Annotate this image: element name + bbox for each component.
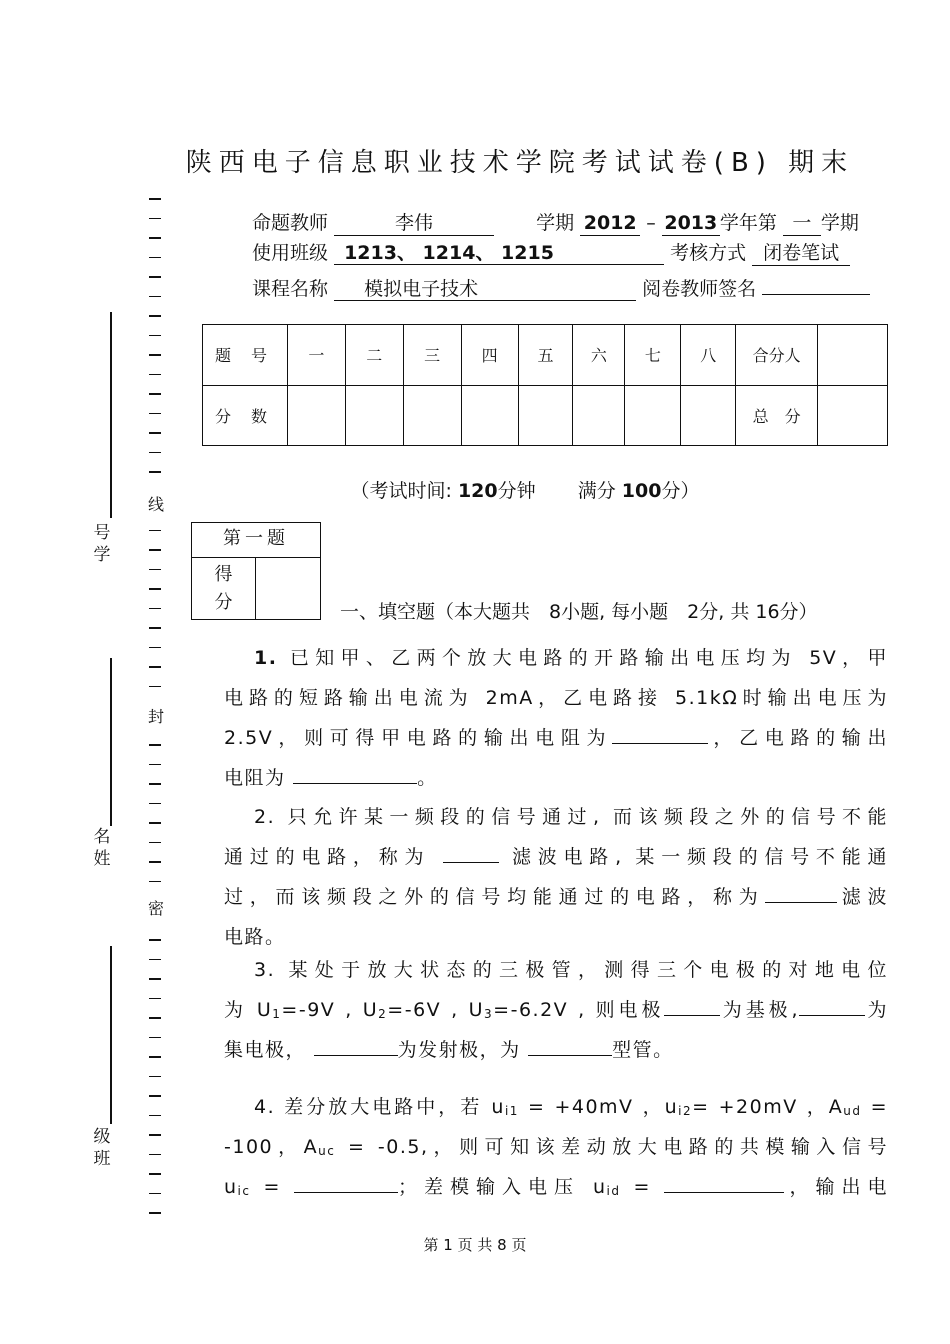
margin-dash <box>149 978 161 980</box>
q2-text-2b: 滤波电路, 某一频段的信号不能通 <box>511 846 888 868</box>
q1-line-2: 电路的短路输出电流为 2mA，乙电路接 5.1kΩ时输出电压为 <box>224 687 888 709</box>
teacher-value: 李伟 <box>334 211 494 236</box>
q3-sub-3: 3 <box>484 1007 494 1021</box>
q2-line-3 <box>224 877 888 917</box>
total-score-label: 总 分 <box>736 385 818 446</box>
margin-dash <box>149 530 161 532</box>
term-label: 学期 <box>536 212 575 234</box>
margin-dash <box>149 276 161 278</box>
q4-text-1c: = +20mV ，A <box>692 1096 844 1118</box>
margin-dash <box>149 335 161 337</box>
page-footer <box>0 1234 950 1255</box>
q2-line-1: 2. 只允许某一频段的信号通过, 而该频段之外的信号不能 <box>254 806 888 828</box>
q3-text-2b: =-9V , U <box>281 999 379 1021</box>
score-table <box>202 324 888 446</box>
score-cell <box>681 385 736 446</box>
section-score-label <box>192 557 256 619</box>
q2-line-4: 电路。 <box>224 926 286 948</box>
q4-line-1 <box>224 1087 888 1127</box>
margin-dash <box>149 1076 161 1078</box>
q2-text-3b: 滤波 <box>836 886 888 908</box>
q3-line-2 <box>224 990 888 1030</box>
margin-dash <box>149 822 161 824</box>
q3-line-1: 3. 某处于放大状态的三极管，测得三个电极的对地电位 <box>254 959 888 981</box>
q4-blank-2[interactable] <box>664 1170 784 1193</box>
margin-dash <box>149 1017 161 1019</box>
col-q3: 三 <box>403 325 461 386</box>
score-cell <box>287 385 345 446</box>
margin-dash <box>149 1056 161 1058</box>
margin-dash <box>149 842 161 844</box>
margin-dash <box>149 939 161 941</box>
q4-line-3 <box>224 1167 888 1207</box>
score-cell <box>461 385 518 446</box>
margin-word-secret: 密 <box>146 896 166 919</box>
q2-text-2a: 通过的电路，称为 <box>224 846 431 868</box>
margin-dash <box>149 1193 161 1195</box>
year-from: 2012 <box>580 211 640 236</box>
margin-dash <box>149 549 161 551</box>
question-3 <box>224 950 888 1070</box>
margin-dash <box>149 998 161 1000</box>
q4-text-3c: ；差模输入电压 u <box>398 1176 607 1198</box>
margin-dash <box>149 608 161 610</box>
score-label-char-1: 得 <box>214 564 233 585</box>
course-value: 模拟电子技术 <box>334 277 636 301</box>
margin-dash <box>149 315 161 317</box>
q4-sub-1: i1 <box>504 1104 519 1118</box>
margin-word-line: 线 <box>146 492 166 515</box>
q4-sub-5: ic <box>237 1184 251 1198</box>
q3-text-3a: 集电极， <box>224 1039 307 1061</box>
col-q6: 六 <box>573 325 625 386</box>
q2-text-3a: 过，而该频段之外的信号均能通过的电路，称为 <box>224 886 765 908</box>
margin-dash <box>149 374 161 376</box>
student-id-label: 号学 <box>93 523 111 565</box>
question-number-label: 题 号 <box>203 325 288 386</box>
q4-text-3d: = <box>620 1176 651 1198</box>
footer-prefix: 第 <box>423 1236 439 1254</box>
col-q2: 二 <box>345 325 403 386</box>
full-score-unit: 分） <box>661 480 700 502</box>
margin-dash <box>149 647 161 649</box>
margin-dash <box>149 1173 161 1175</box>
margin-dash <box>149 666 161 668</box>
q4-blank-1[interactable] <box>294 1170 398 1193</box>
q4-text-2b: = -0.5,，则可知该差动放大电路的共模输入信号 <box>335 1136 888 1158</box>
q2-line-2 <box>224 837 888 877</box>
full-score: 100 <box>621 480 662 502</box>
footer-suffix: 页 <box>511 1236 527 1254</box>
margin-dash <box>149 1037 161 1039</box>
section-title: 一、填空题（本大题共 8小题, 每小题 2分, 共 16分） <box>340 601 818 623</box>
margin-dash <box>149 354 161 356</box>
margin-dash <box>149 452 161 454</box>
page-number: 1 <box>443 1236 453 1254</box>
margin-dash <box>149 861 161 863</box>
score-label-char-2: 分 <box>214 592 233 613</box>
margin-word-seal: 封 <box>146 704 166 727</box>
footer-mid: 页 共 <box>457 1236 493 1254</box>
grader-label: 阅卷教师签名 <box>642 278 757 300</box>
margin-dash <box>149 218 161 220</box>
teacher-label: 命题教师 <box>252 212 329 234</box>
question-1 <box>224 638 888 798</box>
q3-text-2c: =-6V , U <box>387 999 485 1021</box>
student-name-label: 名姓 <box>93 827 111 869</box>
q3-blank-4[interactable] <box>528 1033 612 1056</box>
margin-dash <box>149 686 161 688</box>
score-table-header-row <box>203 325 888 386</box>
score-cell <box>518 385 573 446</box>
q4-text-3b: = <box>250 1176 281 1198</box>
header-row-3 <box>252 270 870 301</box>
q3-sub-2: 2 <box>378 1007 388 1021</box>
class-value: 1213、 1214、 1215 <box>334 241 664 265</box>
grader-signature-field <box>762 270 870 295</box>
q2-blank-1[interactable] <box>443 840 499 863</box>
q3-blank-1[interactable] <box>664 993 720 1016</box>
q1-line-1 <box>224 638 888 678</box>
term-value: 一 <box>783 211 821 236</box>
margin-dash <box>149 432 161 434</box>
q4-text-1d: = <box>861 1096 888 1118</box>
q4-text-2a: -100，A <box>224 1136 319 1158</box>
exam-time <box>0 476 950 503</box>
exam-mode-label: 考核方式 <box>670 242 747 264</box>
score-label: 分 数 <box>203 385 288 446</box>
q3-text-2a: 为 U <box>224 999 273 1021</box>
score-cell <box>625 385 681 446</box>
margin-dash <box>149 471 161 473</box>
total-pages: 8 <box>497 1236 507 1254</box>
student-name-line <box>110 658 112 826</box>
q3-blank-3[interactable] <box>314 1033 398 1056</box>
score-cell <box>403 385 461 446</box>
q1-text-4a: 电阻为 <box>224 767 286 789</box>
margin-dash <box>149 783 161 785</box>
exam-minutes-unit: 分钟 <box>497 480 536 502</box>
margin-dash <box>149 803 161 805</box>
header-row-1 <box>252 208 859 236</box>
class-label: 级班 <box>93 1127 111 1169</box>
binding-margin <box>146 190 168 1220</box>
q1-blank-2[interactable] <box>293 761 417 784</box>
margin-dash <box>149 413 161 415</box>
q4-sub-3: ud <box>843 1104 862 1118</box>
score-combiner-cell <box>818 325 888 386</box>
margin-dash <box>149 1212 161 1214</box>
q1-line-3 <box>224 718 888 758</box>
score-cell <box>345 385 403 446</box>
margin-dash <box>149 198 161 200</box>
exam-time-label: （考试时间: <box>350 480 452 502</box>
q3-text-3b: 为发射极，为 <box>397 1039 521 1061</box>
margin-dash <box>149 1134 161 1136</box>
score-combiner-label: 合分人 <box>736 325 818 386</box>
q4-text-3e: ，输出电 <box>784 1176 888 1198</box>
q4-text-1b: = +40mV ，u <box>518 1096 679 1118</box>
q3-blank-2[interactable] <box>799 993 865 1016</box>
q3-line-3 <box>224 1030 888 1070</box>
q3-text-3c: 型管。 <box>612 1039 674 1061</box>
q1-number: 1. <box>254 647 278 669</box>
q4-line-2 <box>224 1127 888 1167</box>
q1-blank-1[interactable] <box>612 721 708 744</box>
col-q7: 七 <box>625 325 681 386</box>
year-suffix: 学年第 <box>719 212 777 234</box>
margin-dash <box>149 569 161 571</box>
year-to: 2013 <box>662 211 720 236</box>
score-table-score-row <box>203 385 888 446</box>
q4-sub-4: uc <box>318 1144 336 1158</box>
q4-text-3a: u <box>224 1176 238 1198</box>
section-score-box <box>191 522 321 620</box>
col-q5: 五 <box>518 325 573 386</box>
exam-minutes: 120 <box>457 480 498 502</box>
margin-dash <box>149 393 161 395</box>
exam-title: 陕西电子信息职业技术学院考试试卷(B) 期末 <box>185 148 855 178</box>
q4-text-1a: 4. 差分放大电路中，若 u <box>254 1096 505 1118</box>
class-label: 使用班级 <box>252 242 329 264</box>
year-dash: – <box>646 212 656 234</box>
header-row-2 <box>252 238 850 266</box>
q4-sub-2: i2 <box>678 1104 693 1118</box>
col-q1: 一 <box>287 325 345 386</box>
margin-dash <box>149 1095 161 1097</box>
margin-dash <box>149 627 161 629</box>
q3-sub-1: 1 <box>272 1007 282 1021</box>
margin-dash <box>149 1154 161 1156</box>
margin-dash <box>149 764 161 766</box>
margin-dash <box>149 959 161 961</box>
class-line <box>110 946 112 1124</box>
course-label: 课程名称 <box>252 278 329 300</box>
section-box-header: 第一题 <box>192 523 320 558</box>
margin-dash <box>149 1115 161 1117</box>
q1-text-1: 已知甲、乙两个放大电路的开路输出电压均为 5V，甲 <box>289 647 888 669</box>
term-suffix: 学期 <box>820 212 859 234</box>
margin-dash <box>149 881 161 883</box>
question-2 <box>224 797 888 957</box>
student-id-line <box>110 312 112 518</box>
q3-text-2f: 为 <box>865 999 889 1021</box>
col-q8: 八 <box>681 325 736 386</box>
q1-text-3a: 2.5V，则可得甲电路的输出电阻为 <box>224 727 613 749</box>
question-4 <box>224 1087 888 1207</box>
q1-line-4 <box>224 758 888 798</box>
q3-text-2e: 为基极, <box>720 999 800 1021</box>
q2-blank-2[interactable] <box>765 880 837 903</box>
margin-dash <box>149 296 161 298</box>
q4-sub-6: id <box>606 1184 621 1198</box>
q1-text-3b: ，乙电路的输出 <box>708 727 888 749</box>
full-score-label: 满分 <box>577 480 616 502</box>
col-q4: 四 <box>461 325 518 386</box>
q3-text-2d: =-6.2V , 则电极 <box>493 999 665 1021</box>
margin-dash <box>149 257 161 259</box>
total-score-cell <box>818 385 888 446</box>
margin-dash <box>149 744 161 746</box>
margin-dash <box>149 588 161 590</box>
exam-mode-value: 闭卷笔试 <box>752 241 850 266</box>
q1-text-4b: 。 <box>417 767 438 789</box>
score-cell <box>573 385 625 446</box>
margin-dash <box>149 237 161 239</box>
